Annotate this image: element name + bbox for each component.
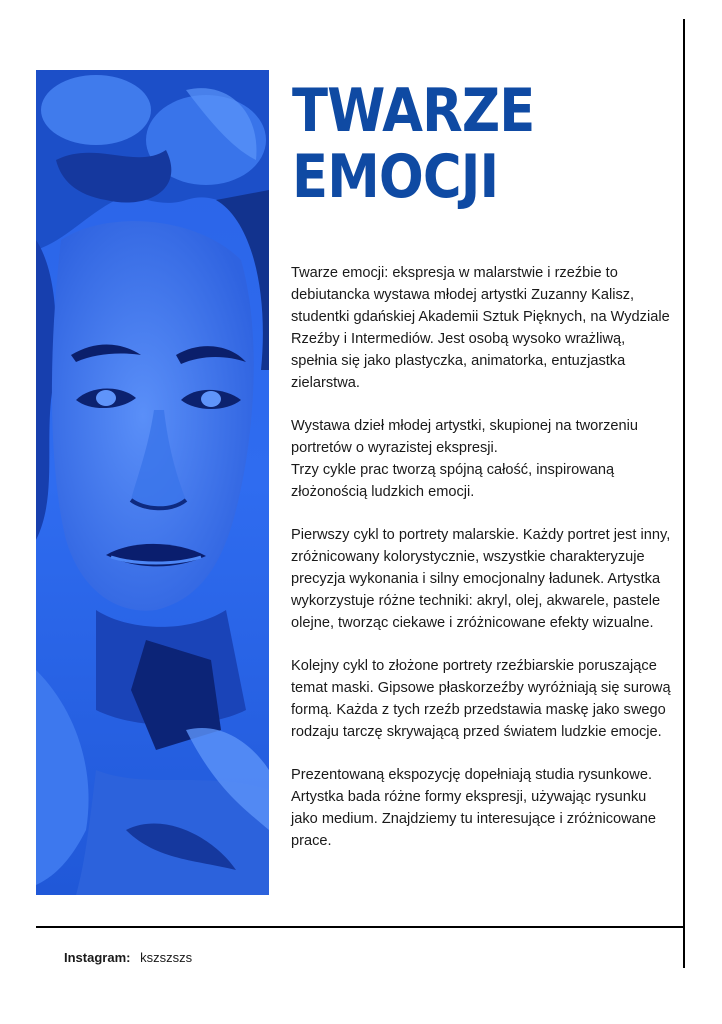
footer-divider-line: [36, 926, 685, 928]
paragraph-painting-cycle: Pierwszy cykl to portrety malarskie. Każdy portret jest inny, zróżnicowany kolorystycznie, wszystkie charakteryzuje precyzja wykonania i silny emocjonalny ładunek. Artystka wykorzystuje różne techniki: akryl, olej, akwarele, pastele olejne, tworząc ciekawe i zróżnicowane efekty wizualne.: [291, 527, 671, 631]
paragraph-sculpture-cycle: Kolejny cykl to złożone portrety rzeźbiarskie poruszające temat maski. Gipsowe płaskorzeźby wyróżniają się surową formą. Każda z tych rzeźb przedstawia maskę jako swego rodzaju tarczę skrywającą przed światem ludzkie emocje.: [291, 658, 671, 740]
title-line-2: EMOCJI: [292, 142, 499, 212]
page-title: [292, 78, 626, 210]
paragraph-drawing-studies: Prezentowaną ekspozycję dopełniają studia rysunkowe. Artystka bada różne formy ekspresji, używając rysunku jako medium. Znajdziemy tu interesujące i zróżnicowane prace.: [291, 767, 657, 849]
instagram-handle-link[interactable]: kszszszs: [140, 950, 193, 965]
paragraph-intro: Twarze emocji: ekspresja w malarstwie i rzeźbie to debiutancka wystawa młodej artystki Zuzanny Kalisz, studentki gdańskiej Akademii Sztuk Pięknych, na Wydziale Rzeźby i Intermediów. Jest osobą wysoko wrażliwą, spełnia się jako plastyczka, animatorka, entuzjastka zielarstwa.: [291, 265, 670, 391]
instagram-label: Instagram:: [64, 950, 131, 965]
right-border-line: [683, 19, 685, 968]
blue-portrait-painting: [36, 70, 269, 895]
footer: [64, 950, 192, 965]
article-body: [291, 262, 671, 873]
title-line-1: TWARZE: [292, 76, 535, 146]
paragraph-exhibition: Wystawa dzieł młodej artystki, skupionej na tworzeniu portretów o wyrazistej ekspresji. Trzy cykle prac tworzą spójną całość, inspirowaną złożonością ludzkich emocji.: [291, 418, 639, 500]
